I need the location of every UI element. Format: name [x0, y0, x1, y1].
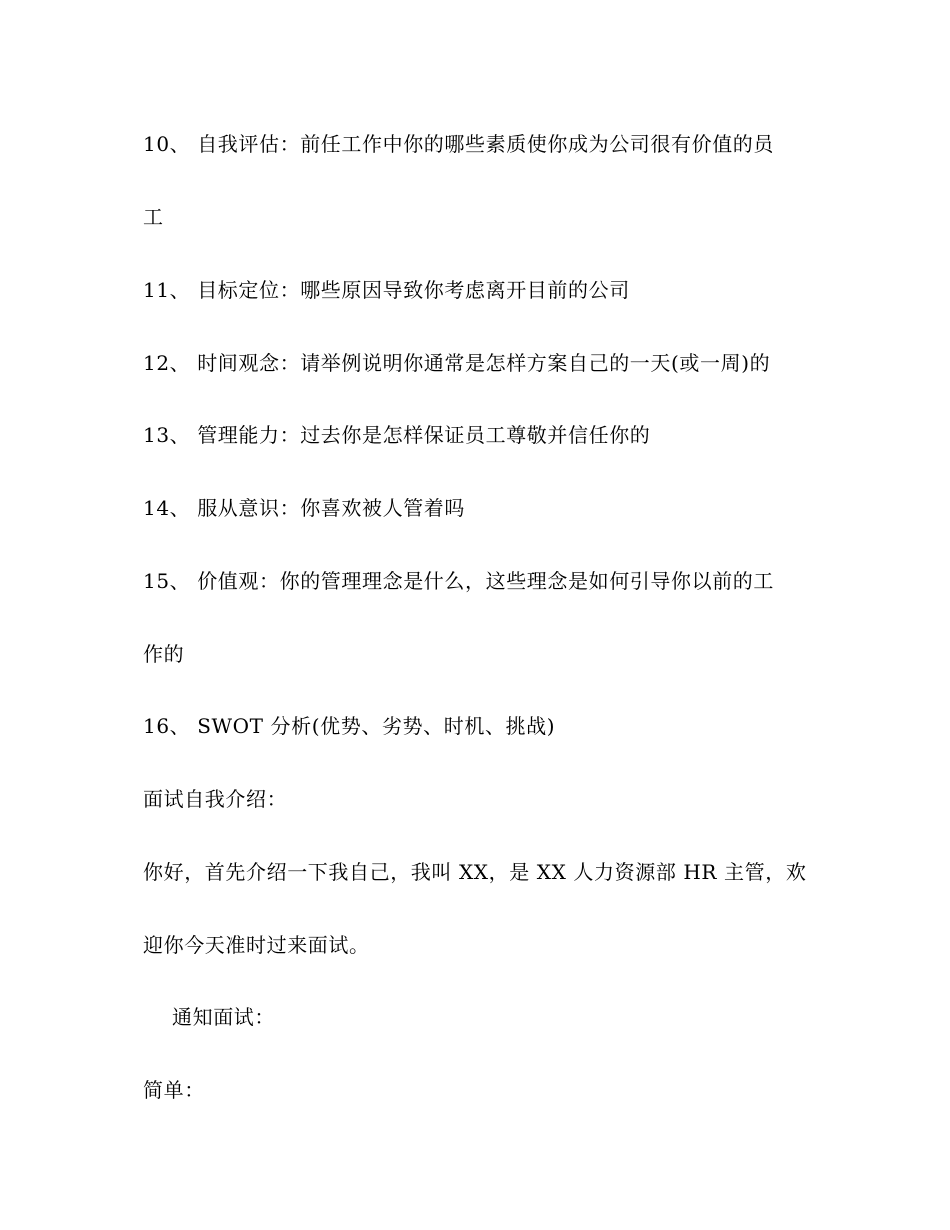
- question-10-line-2: 工: [143, 205, 164, 229]
- self-intro-paragraph-line-2: 迎你今天准时过来面试。: [143, 933, 370, 957]
- section-heading-self-intro: 面试自我介绍：: [143, 787, 288, 811]
- question-14: 14、 服从意识：你喜欢被人管着吗: [143, 496, 466, 520]
- question-11: 11、 目标定位：哪些原因导致你考虑离开目前的公司: [143, 278, 630, 302]
- question-10-line-1: 10、 自我评估：前任工作中你的哪些素质使你成为公司很有价值的员: [143, 132, 775, 156]
- question-13: 13、 管理能力：过去你是怎样保证员工尊敬并信任你的: [143, 423, 651, 447]
- section-heading-interview-notice: 通知面试：: [172, 1005, 275, 1029]
- question-15-line-1: 15、 价值观：你的管理理念是什么，这些理念是如何引导你以前的工: [143, 569, 775, 593]
- question-12: 12、 时间观念：请举例说明你通常是怎样方案自己的一天(或一周)的: [143, 351, 771, 375]
- section-heading-simple: 简单：: [143, 1078, 205, 1102]
- question-15-line-2: 作的: [143, 642, 185, 666]
- self-intro-paragraph-line-1: 你好，首先介绍一下我自己，我叫 XX，是 XX 人力资源部 HR 主管，欢: [143, 860, 807, 884]
- question-16: 16、 SWOT 分析(优势、劣势、时机、挑战): [143, 714, 556, 738]
